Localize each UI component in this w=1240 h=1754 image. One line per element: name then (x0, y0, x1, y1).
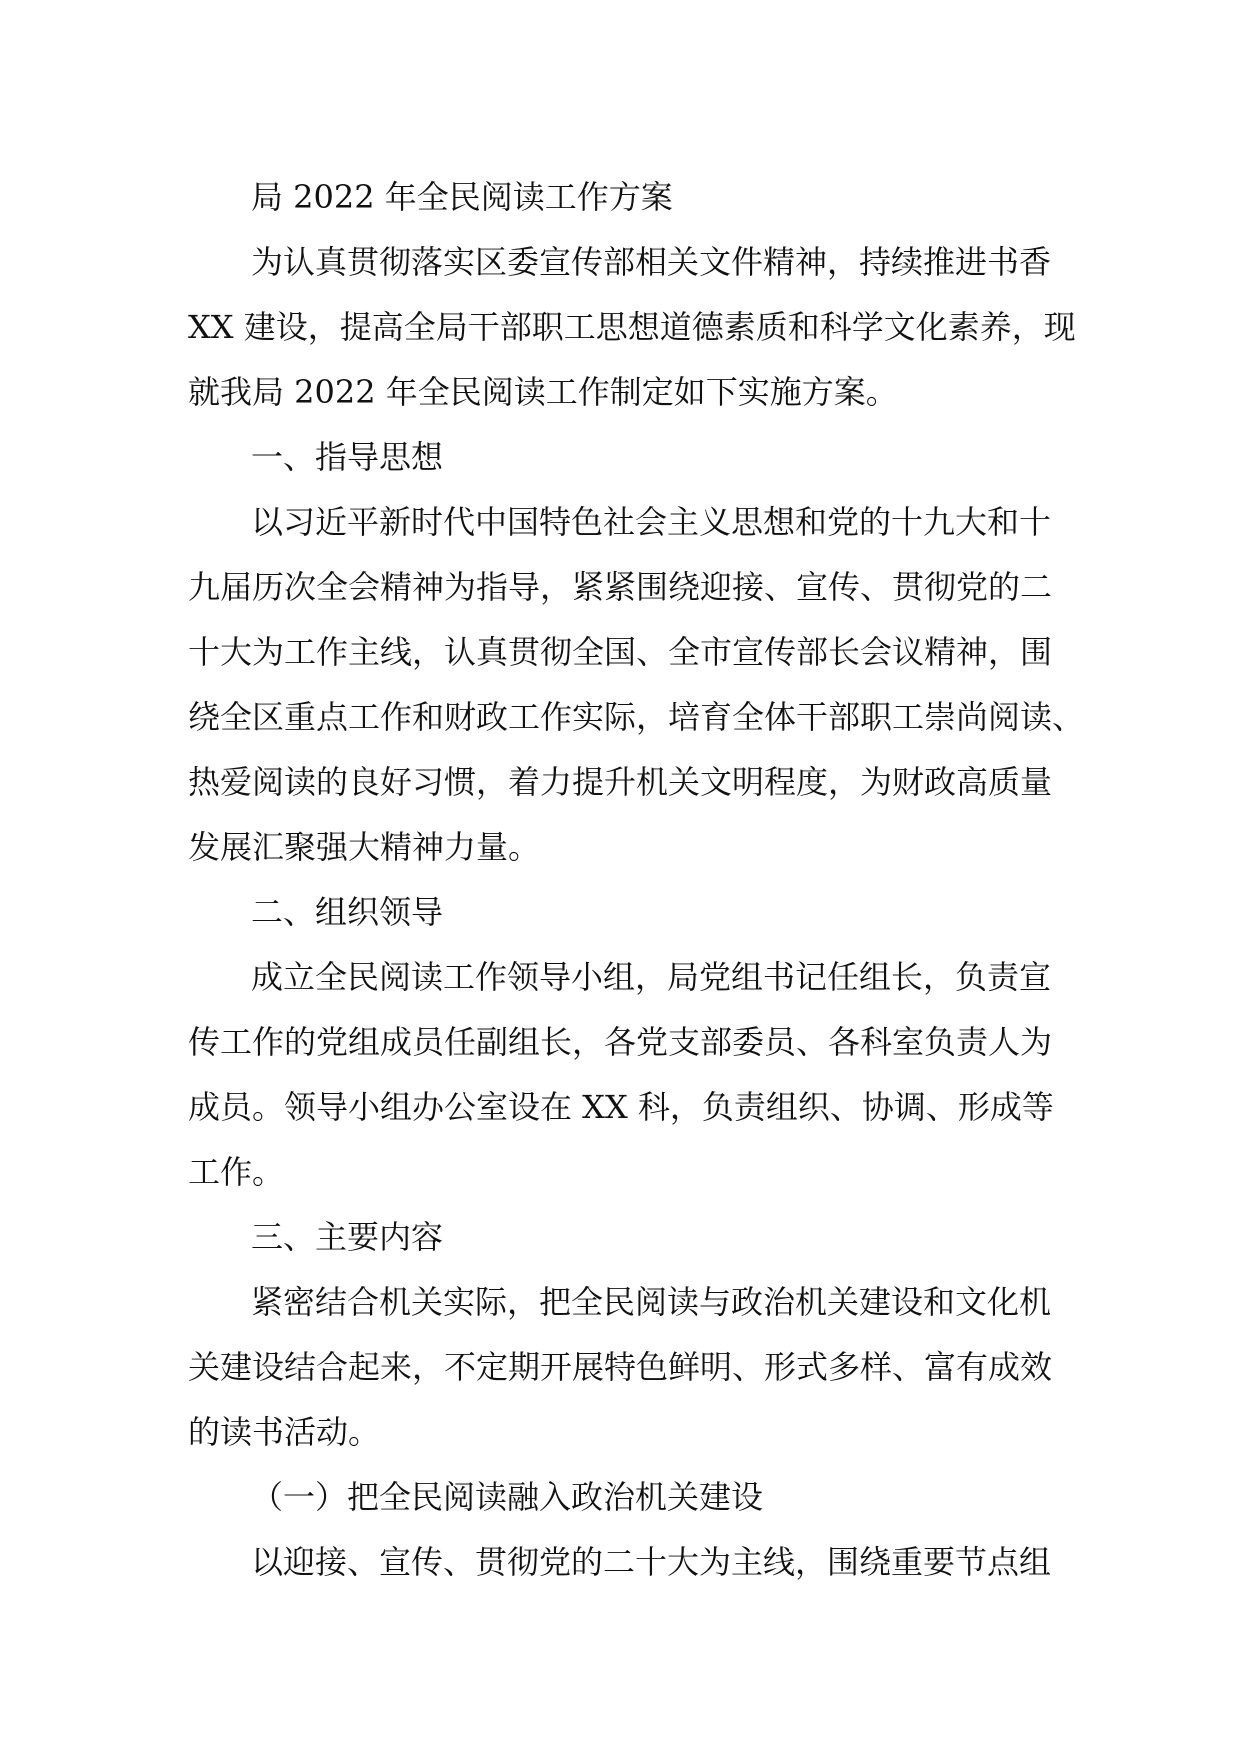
paragraph-line: 就我局 2022 年全民阅读工作制定如下实施方案。 (188, 373, 898, 411)
document-title: 局 2022 年全民阅读工作方案 (251, 178, 673, 216)
paragraph-line: XX 建设，提高全局干部职工思想道德素质和科学文化素养，现 (188, 308, 1076, 346)
section-heading: 二、组织领导 (251, 893, 444, 931)
section-heading: 三、主要内容 (251, 1218, 444, 1256)
paragraph-line: 关建设结合起来，不定期开展特色鲜明、形式多样、富有成效 (188, 1348, 1053, 1386)
paragraph-line: 的读书活动。 (188, 1413, 381, 1451)
paragraph-line: 传工作的党组成员任副组长，各党支部委员、各科室负责人为 (188, 1023, 1053, 1061)
paragraph-line: 为认真贯彻落实区委宣传部相关文件精神，持续推进书香 (251, 243, 1052, 281)
paragraph-line: 成员。领导小组办公室设在 XX 科，负责组织、协调、形成等 (188, 1088, 1054, 1126)
paragraph-line: 发展汇聚强大精神力量。 (188, 828, 541, 866)
paragraph-line: 以习近平新时代中国特色社会主义思想和党的十九大和十 (251, 503, 1052, 541)
paragraph-line: 工作。 (188, 1153, 285, 1191)
paragraph-line: 绕全区重点工作和财政工作实际，培育全体干部职工崇尚阅读、 (188, 698, 1085, 736)
paragraph-line: 热爱阅读的良好习惯，着力提升机关文明程度，为财政高质量 (188, 763, 1053, 801)
paragraph-line: 紧密结合机关实际，把全民阅读与政治机关建设和文化机 (251, 1283, 1052, 1321)
paragraph-line: 成立全民阅读工作领导小组，局党组书记任组长，负责宣 (251, 958, 1052, 996)
paragraph-line: 九届历次全会精神为指导，紧紧围绕迎接、宣传、贯彻党的二 (188, 568, 1053, 606)
subsection-heading: （一）把全民阅读融入政治机关建设 (251, 1478, 764, 1516)
paragraph-line: 十大为工作主线，认真贯彻全国、全市宣传部长会议精神，围 (188, 633, 1053, 671)
paragraph-line: 以迎接、宣传、贯彻党的二十大为主线，围绕重要节点组 (251, 1543, 1052, 1581)
document-body (188, 165, 1085, 1595)
section-heading: 一、指导思想 (251, 438, 444, 476)
